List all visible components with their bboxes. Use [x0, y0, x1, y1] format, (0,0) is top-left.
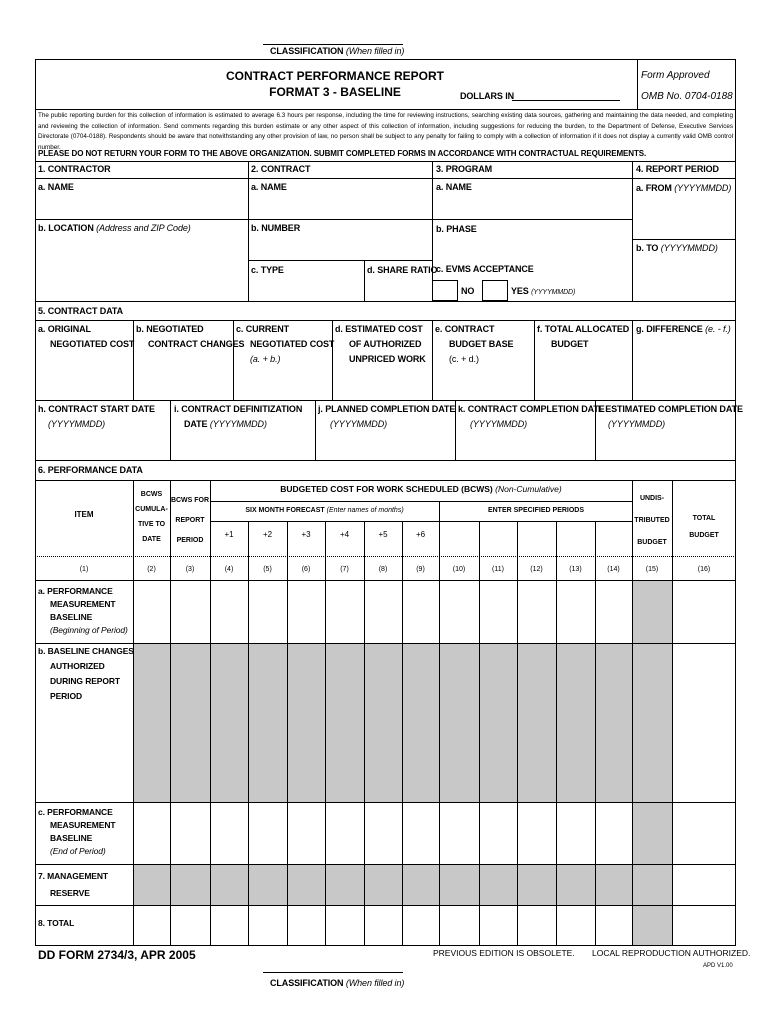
month-offset-label: +3 — [301, 530, 311, 539]
classification-top: CLASSIFICATION (When filled in) — [270, 46, 405, 56]
previous-edition: PREVIOUS EDITION IS OBSOLETE. — [433, 948, 575, 958]
report-title: CONTRACT PERFORMANCE REPORT FORMAT 3 - BASELINE — [226, 69, 444, 99]
report-to-label: b. TO (YYYYMMDD) — [636, 243, 718, 253]
original-negotiated-cost-label: a. ORIGINAL NEGOTIATED COST — [38, 324, 135, 349]
report-period-title: 4. REPORT PERIOD — [636, 164, 719, 174]
column-number: (16) — [697, 566, 711, 573]
contract-name-label: a. NAME — [251, 182, 287, 192]
form-number: DD FORM 2734/3, APR 2005 — [38, 948, 196, 962]
evms-no-label: NO — [461, 286, 475, 296]
column-number: (2) — [147, 566, 156, 573]
month-offset-label: +6 — [415, 530, 426, 539]
evms-acceptance-label: c. EVMS ACCEPTANCE — [436, 264, 534, 274]
contract-type-label: c. TYPE — [251, 265, 284, 275]
row-c-label: c. PERFORMANCE MEASUREMENT BASELINE (End of Period) — [38, 807, 116, 856]
column-number: (10) — [452, 566, 466, 573]
month-offset-label: +2 — [262, 530, 273, 539]
report-to-input[interactable] — [637, 262, 736, 284]
dollars-in-input[interactable] — [512, 86, 624, 101]
program-name-label: a. NAME — [436, 182, 472, 192]
column-number: (15) — [645, 566, 659, 573]
contract-title: 2. CONTRACT — [251, 164, 311, 174]
estimated-cost-unpriced-label: d. ESTIMATED COST OF AUTHORIZED UNPRICED WORK — [335, 324, 426, 364]
contract-name-input[interactable] — [252, 196, 432, 218]
contract-start-date-label: h. CONTRACT START DATE (YYYYMMDD) — [38, 404, 155, 429]
evms-no-checkbox[interactable] — [432, 280, 458, 301]
column-number: (11) — [492, 566, 504, 573]
row-a-label: a. PERFORMANCE MEASUREMENT BASELINE (Beginning of Period) — [38, 586, 128, 635]
shaded-cells — [632, 905, 672, 945]
undistributed-budget-header: UNDIS- TRIBUTED BUDGET — [634, 495, 670, 546]
dollars-in-label: DOLLARS IN — [460, 91, 514, 101]
report-from-label: a. FROM (YYYYMMDD) — [636, 183, 732, 193]
planned-completion-date-label: j. PLANNED COMPLETION DATE (YYYYMMDD) — [318, 404, 456, 429]
column-number: (6) — [301, 566, 311, 573]
bcws-report-period-header: BCWS FOR REPORT PERIOD — [170, 497, 210, 544]
contract-budget-base-label: e. CONTRACT BUDGET BASE (c. + d.) — [435, 324, 514, 364]
contractor-location-input[interactable] — [40, 238, 248, 300]
do-not-return: PLEASE DO NOT RETURN YOUR FORM TO THE ABOVE ORGANIZATION. SUBMIT COMPLETED FORMS IN ACCORDANCE WITH CONTRACTUAL REQUIREMENTS. — [38, 149, 647, 158]
column-number: (7) — [340, 566, 349, 573]
row-b-label: b. BASELINE CHANGES AUTHORIZED DURING REPORT PERIOD — [38, 646, 134, 701]
estimated-completion-date-label: l. ESTIMATED COMPLETION DATE (YYYYMMDD) — [598, 404, 743, 429]
total-budget-header: TOTAL BUDGET — [689, 515, 719, 539]
column-number: (3) — [185, 566, 195, 573]
contract-data-title: 5. CONTRACT DATA — [38, 306, 124, 316]
item-header: ITEM — [74, 510, 94, 519]
row-8-label: 8. TOTAL — [38, 918, 75, 928]
month-offset-label: +4 — [339, 530, 350, 539]
contractor-title: 1. CONTRACTOR — [38, 164, 111, 174]
classification-bottom: CLASSIFICATION (When filled in) — [270, 978, 405, 988]
performance-data-title: 6. PERFORMANCE DATA — [38, 465, 143, 475]
column-number: (1) — [79, 566, 89, 573]
contractor-location-label: b. LOCATION (Address and ZIP Code) — [38, 223, 191, 233]
contract-completion-date-label: k. CONTRACT COMPLETION DATE (YYYYMMDD) — [458, 404, 605, 429]
contractor-name-input[interactable] — [40, 196, 248, 218]
local-reproduction: LOCAL REPRODUCTION AUTHORIZED. — [592, 948, 751, 958]
omb-number: OMB No. 0704-0188 — [641, 91, 733, 102]
column-number: (8) — [378, 566, 388, 573]
current-negotiated-cost-label: c. CURRENT NEGOTIATED COST (a. + b.) — [236, 324, 335, 364]
apd-version: APD V1.00 — [703, 963, 733, 969]
column-number: (14) — [607, 566, 620, 573]
enter-specified-periods-header: ENTER SPECIFIED PERIODS — [487, 507, 585, 514]
negotiated-contract-changes-label: b. NEGOTIATED CONTRACT CHANGES — [136, 324, 245, 349]
column-number: (4) — [224, 566, 234, 573]
report-from-input[interactable] — [637, 200, 736, 222]
form-approved: Form Approved — [641, 70, 710, 81]
contract-number-label: b. NUMBER — [251, 223, 301, 233]
column-number: (9) — [416, 566, 425, 573]
month-offset-label: +1 — [224, 530, 234, 539]
evms-yes-checkbox[interactable] — [482, 280, 508, 301]
definitization-date-label: i. CONTRACT DEFINITIZATION DATE (YYYYMMDD) — [174, 404, 303, 429]
six-month-forecast-header: SIX MONTH FORECAST (Enter names of months) — [245, 507, 404, 514]
burden-statement: The public reporting burden for this collection of information is estimated to average 6.3 hours per response, including the time for reviewing instructions, searching existing data sources, gathering and maintaining the data needed, and completing and reviewing the collection of information. Send comments regarding this burden estimate or any other aspect of this collection of information, including suggestions for reducing the burden, to the Department of Defense, Executive Services Directorate (0704-0188). Respondents should be aware that notwithstanding any other provision of law, no person shall be subject to any penalty for failing to comply with a collection of information if it does not display a currently valid OMB control number. — [38, 112, 733, 151]
evms-yes-label: YES (YYYYMMDD) — [511, 286, 576, 296]
program-phase-input[interactable] — [437, 238, 631, 260]
bcws-cumulative-header: BCWS CUMULA- TIVE TO DATE — [135, 491, 168, 543]
month-offset-label: +5 — [378, 530, 388, 539]
share-ratio-input[interactable] — [368, 280, 432, 300]
contractor-name-label: a. NAME — [38, 182, 74, 192]
total-allocated-budget-label: f. TOTAL ALLOCATED BUDGET — [537, 324, 630, 349]
shaded-cells — [632, 580, 672, 643]
shaded-cells — [632, 802, 672, 864]
share-ratio-label: d. SHARE RATIO — [367, 265, 438, 275]
program-name-input[interactable] — [437, 196, 631, 218]
column-number: (13) — [569, 566, 582, 573]
program-phase-label: b. PHASE — [436, 224, 477, 234]
row-7-label: 7. MANAGEMENT RESERVE — [38, 871, 109, 898]
bcws-scheduled-header: BUDGETED COST FOR WORK SCHEDULED (BCWS) (Non-Cumulative) — [280, 484, 562, 494]
difference-label: g. DIFFERENCE (e. - f.) — [636, 324, 731, 334]
column-number: (12) — [530, 566, 543, 573]
contract-type-input[interactable] — [252, 280, 364, 300]
program-title: 3. PROGRAM — [436, 164, 493, 174]
contract-number-input[interactable] — [252, 237, 432, 259]
column-number: (5) — [263, 566, 272, 573]
